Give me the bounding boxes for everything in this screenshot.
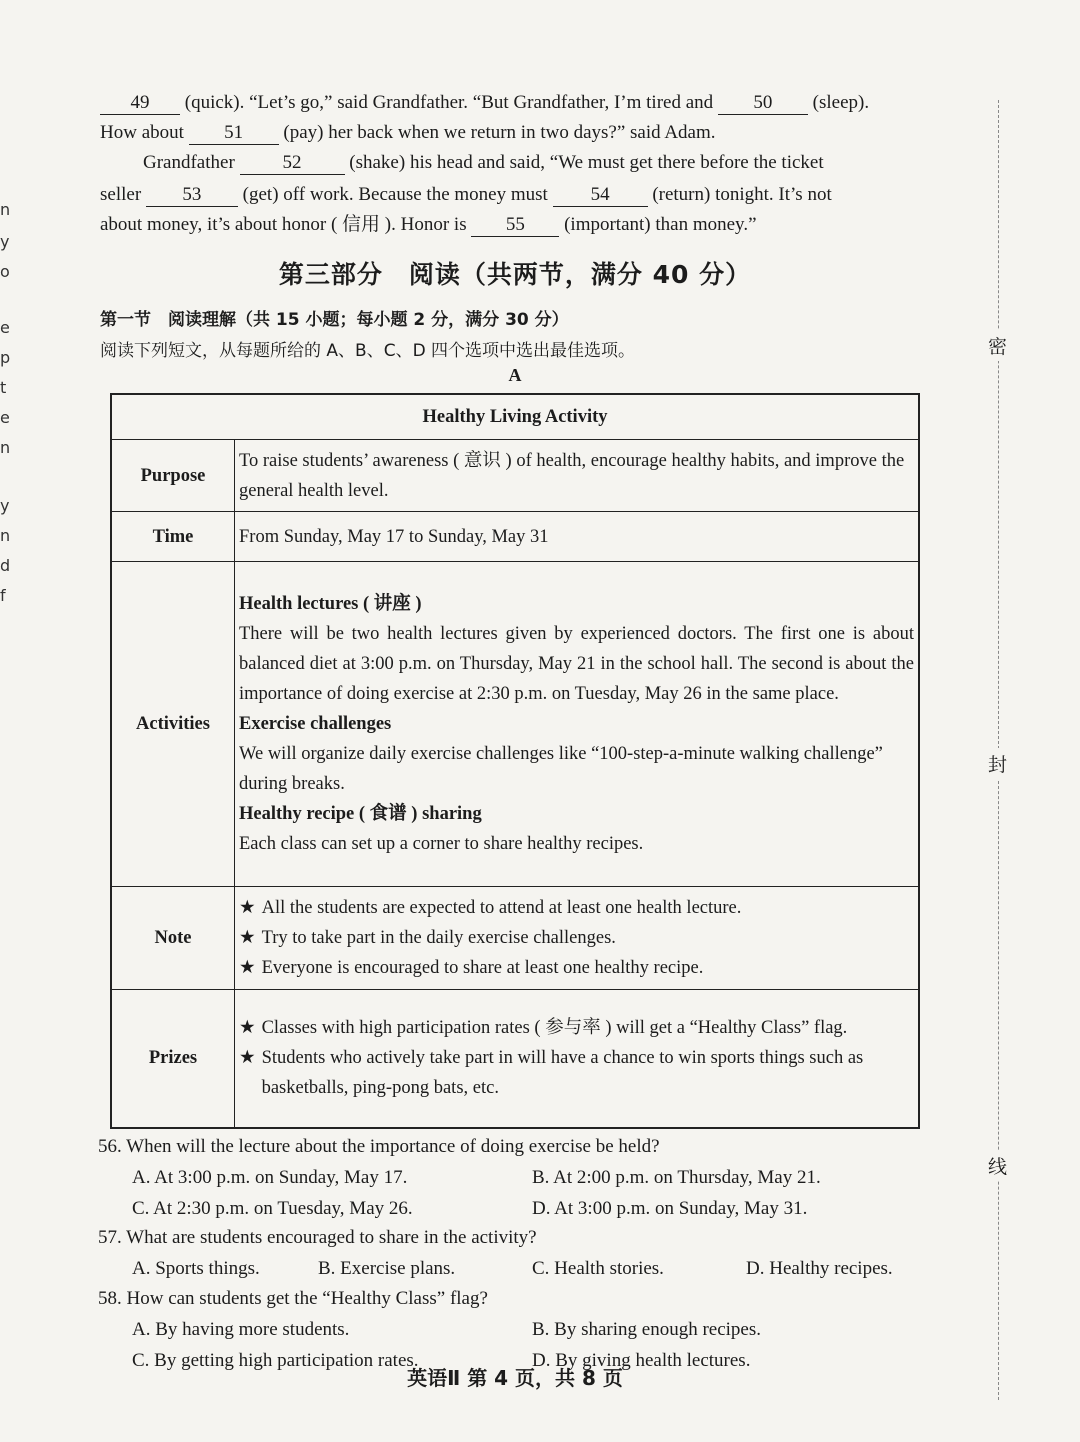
passage-line-3 — [143, 148, 973, 178]
passage-letter: A — [508, 365, 522, 385]
passage-line-1 — [100, 88, 930, 118]
lectures-text: There will be two health lectures given by experienced doctors. The first one is about balanced diet at 3:00 p.m. on Thursday, May 21 in the school hall. The second is about the importance of doing exercise at 2:30 p.m. on Tuesday, May 26 in the same place. — [239, 624, 914, 704]
page-footer: 英语Ⅱ 第 4 页，共 8 页 — [407, 1366, 623, 1390]
activities-cell — [235, 562, 920, 887]
question-stem: 57. What are students encouraged to share in the activity? — [98, 1227, 537, 1248]
prizes-label: Prizes — [111, 990, 235, 1128]
challenges-title: Exercise challenges — [239, 714, 392, 734]
option[interactable]: C. By getting high participation rates. — [132, 1350, 419, 1371]
passage-line-4 — [100, 180, 930, 210]
blank-52[interactable]: 52 — [240, 152, 345, 175]
question-stem: 56. When will the lecture about the importance of doing exercise be held? — [98, 1136, 660, 1157]
option[interactable]: A. By having more students. — [132, 1319, 350, 1340]
passage-text: (important) than money.” — [564, 214, 757, 235]
option[interactable]: B. Exercise plans. — [318, 1258, 456, 1279]
margin-letter: e — [0, 408, 10, 427]
seal-char: 封 — [988, 748, 1007, 779]
option[interactable]: D. By giving health lectures. — [532, 1350, 751, 1371]
lectures-title: Health lectures ( 讲座 ) — [239, 594, 422, 614]
blank-54[interactable]: 54 — [553, 184, 648, 207]
passage-text: (shake) his head and said, “We must get there before the ticket — [349, 152, 824, 173]
passage-line-2 — [100, 118, 930, 148]
purpose-label: Purpose — [111, 440, 235, 512]
recipe-title: Healthy recipe ( 食谱 ) sharing — [239, 804, 482, 824]
note-label: Note — [111, 887, 235, 990]
table-caption: Healthy Living Activity — [111, 394, 919, 440]
passage-text: (get) off work. Because the money must — [242, 184, 548, 205]
note-item: ★ Try to take part in the daily exercise challenges. — [239, 928, 616, 948]
prizes-cell — [235, 990, 920, 1128]
margin-letter: e — [0, 318, 10, 337]
activity-table — [110, 393, 920, 1129]
part3-title: 第三部分 阅读（共两节，满分 40 分） — [278, 260, 752, 289]
blank-49[interactable]: 49 — [100, 92, 180, 115]
margin-letter: y — [0, 496, 10, 515]
seal-char: 密 — [988, 330, 1007, 361]
time-label: Time — [111, 512, 235, 562]
option[interactable]: D. At 3:00 p.m. on Sunday, May 31. — [532, 1198, 808, 1219]
margin-letter: p — [0, 348, 11, 367]
option[interactable]: C. At 2:30 p.m. on Tuesday, May 26. — [132, 1198, 413, 1219]
passage-text: How about — [100, 122, 184, 143]
section1-title: 第一节 阅读理解（共 15 小题；每小题 2 分，满分 30 分） — [100, 310, 569, 330]
time-text: From Sunday, May 17 to Sunday, May 31 — [235, 512, 920, 562]
section1-instruction: 阅读下列短文，从每题所给的 A、B、C、D 四个选项中选出最佳选项。 — [100, 341, 636, 361]
star-icon: ★ — [239, 928, 256, 948]
passage-text: about money, it’s about honor ( 信用 ). Honor is — [100, 214, 467, 235]
note-cell — [235, 887, 920, 990]
margin-letter: o — [0, 262, 10, 281]
note-item: ★ All the students are expected to attend at least one health lecture. — [239, 898, 742, 918]
blank-51[interactable]: 51 — [189, 122, 279, 145]
option[interactable]: A. Sports things. — [132, 1258, 260, 1279]
margin-letter: n — [0, 438, 11, 457]
margin-letter: d — [0, 556, 11, 575]
star-icon: ★ — [239, 1048, 256, 1069]
prize-item: ★ Classes with high participation rates ( 参与率 ) will get a “Healthy Class” flag. — [239, 1013, 914, 1043]
blank-55[interactable]: 55 — [471, 214, 559, 237]
recipe-text: Each class can set up a corner to share healthy recipes. — [239, 834, 644, 854]
passage-text: (sleep). — [812, 92, 870, 113]
prize-item: ★ Students who actively take part in will have a chance to win sports things such as basketballs, ping-pong bats, etc. — [239, 1043, 914, 1103]
passage-text: (pay) her back when we return in two days?” said Adam. — [283, 122, 716, 143]
option[interactable]: B. By sharing enough recipes. — [532, 1319, 762, 1340]
passage-text: seller — [100, 184, 142, 205]
activities-label: Activities — [111, 562, 235, 887]
passage-text: Grandfather — [143, 152, 235, 173]
margin-letter: t — [0, 378, 7, 397]
question-stem: 58. How can students get the “Healthy Class” flag? — [98, 1288, 488, 1309]
option[interactable]: C. Health stories. — [532, 1258, 664, 1279]
star-icon: ★ — [239, 958, 256, 978]
purpose-text: To raise students’ awareness ( 意识 ) of health, encourage healthy habits, and improve the general health level. — [235, 440, 920, 512]
option[interactable]: B. At 2:00 p.m. on Thursday, May 21. — [532, 1167, 821, 1188]
option[interactable]: A. At 3:00 p.m. on Sunday, May 17. — [132, 1167, 408, 1188]
challenges-text: We will organize daily exercise challenges like “100-step-a-minute walking challenge” during breaks. — [239, 744, 883, 794]
margin-letter: y — [0, 232, 10, 251]
option[interactable]: D. Healthy recipes. — [746, 1258, 893, 1279]
seal-char: 线 — [988, 1150, 1007, 1181]
star-icon: ★ — [239, 898, 256, 918]
blank-53[interactable]: 53 — [146, 184, 238, 207]
note-item: ★ Everyone is encouraged to share at least one healthy recipe. — [239, 958, 704, 978]
blank-50[interactable]: 50 — [718, 92, 808, 115]
passage-text: (return) tonight. It’s not — [652, 184, 832, 205]
margin-letter: f — [0, 586, 6, 605]
passage-line-5 — [100, 210, 930, 240]
passage-text: (quick). “Let’s go,” said Grandfather. “But Grandfather, I’m tired and — [184, 92, 714, 113]
margin-letter: n — [0, 200, 11, 219]
star-icon: ★ — [239, 1018, 256, 1039]
margin-letter: n — [0, 526, 11, 545]
